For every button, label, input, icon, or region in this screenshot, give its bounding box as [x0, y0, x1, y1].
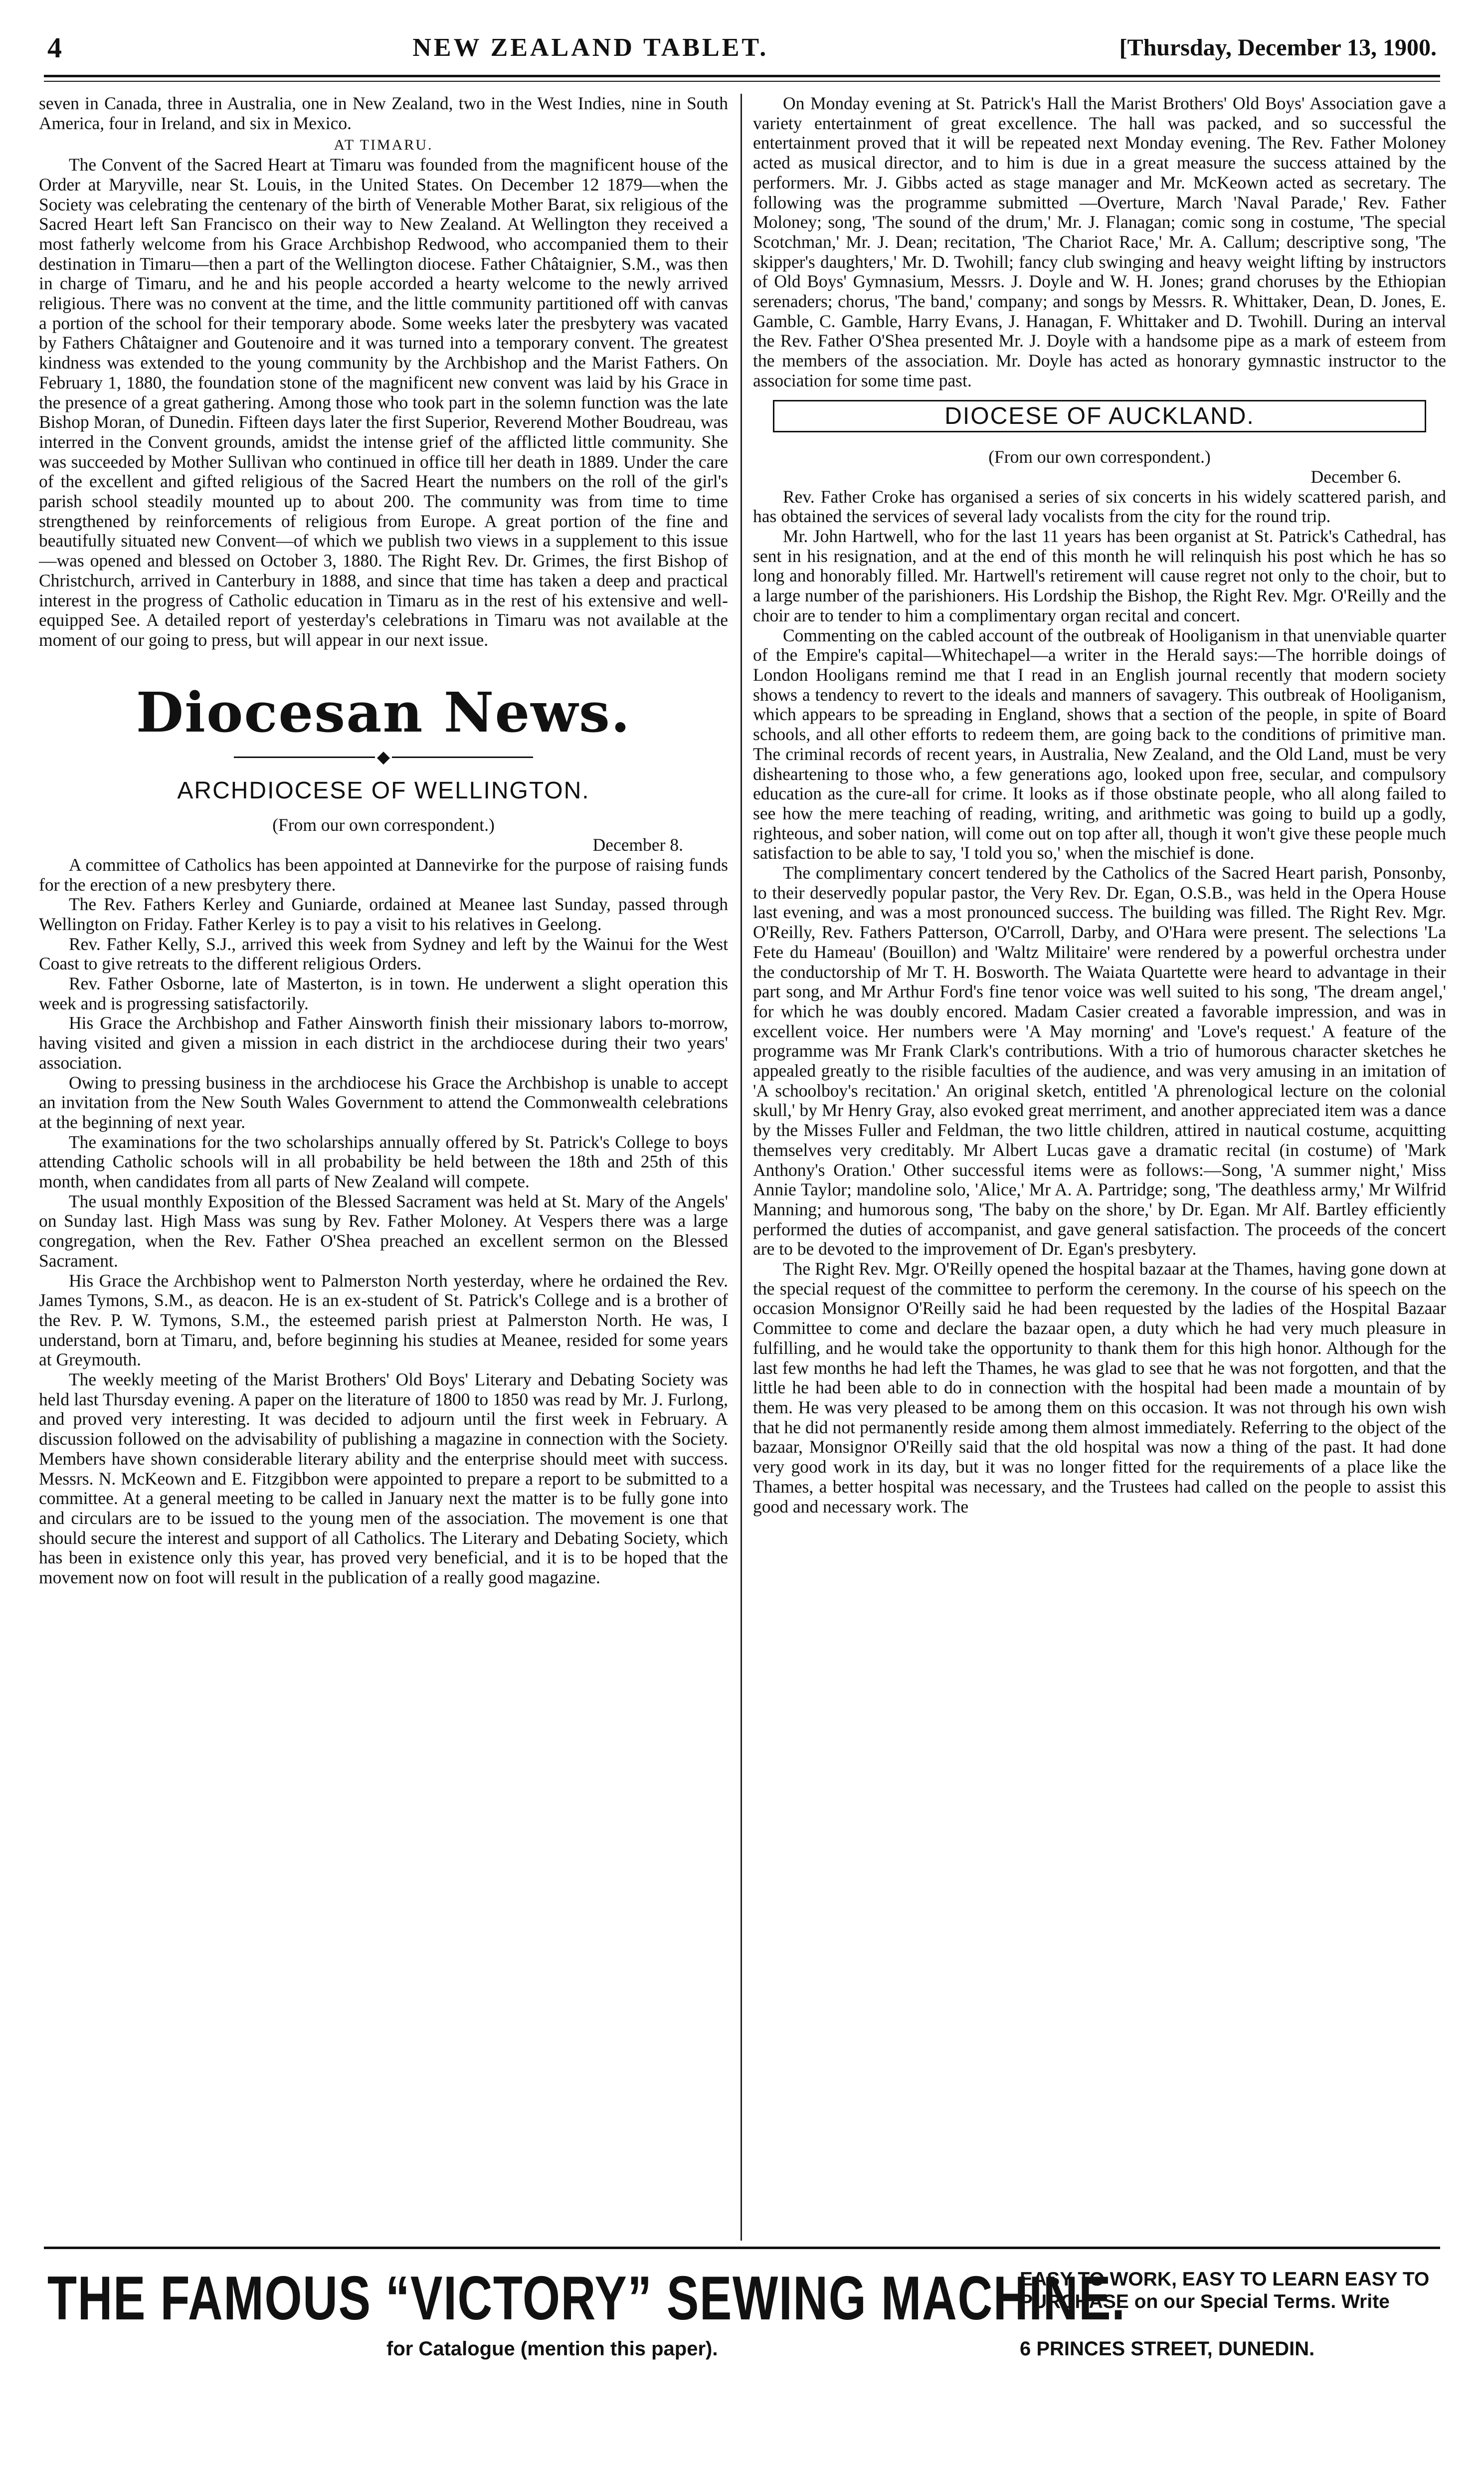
news-paragraph: His Grace the Archbishop went to Palmerston North yesterday, where he ordained the Rev. James Tymons, S.M., as deacon. He is an ex-student of St. Patrick's College and is a brother of the Rev. P. W. Tymons, S.M., the esteemed parish priest at Palmerston North. He was, I understand, born at Timaru, and, before beginning his studies at Meanee, resided for some years at Greymouth. [39, 1270, 728, 1370]
ornament-line-left [234, 757, 375, 758]
timaru-heading: AT TIMARU. [334, 137, 433, 154]
wellington-dateline: December 8. [592, 835, 683, 855]
news-paragraph: Commenting on the cabled account of the outbreak of Hooliganism in that unenviable quarter of the Empire's capital—Whitechapel—a writer in the Herald says:—The horrible doings of London Hooligans remind me that I read in an English journal recently that modern society shows a tendency to revert to the ideals and manners of savagery. This outbreak of Hooliganism, which appears to be spreading in England, shows that a section of the people, in spite of Board schools, and all other efforts to redeem them, are going back to the conditions of primitive man. The criminal records of recent years, in Australia, New Zealand, and the Old Land, must be very disheartening to those who, a few generations ago, looked upon free, secular, and compulsory education as the cure-all for crime. It looks as if those obstinate people, who all along failed to see how the mere teaching of reading, writing, and arithmetic was going to build up a godly, righteous, and sober nation, will come out on top after all, though it won't give these people much satisfaction to be able to say, 'I told you so,' when the mischief is done. [753, 625, 1446, 863]
news-paragraph: A committee of Catholics has been appointed at Dannevirke for the purpose of raising funds for the erection of a new presbytery there. [39, 854, 728, 895]
wellington-correspondent: (From our own correspondent.) [272, 815, 495, 835]
entertainment-paragraph: On Monday evening at St. Patrick's Hall the Marist Brothers' Old Boys' Association gave a variety entertainment of great excellence. The hall was packed, and so successful the entertainment proved that it will be repeated next Monday evening. The Rev. Father Moloney acted as musical director, and to him is due in a great measure the success attained by the performers. Mr. J. Gibbs acted as stage manager and Mr. McKeown acted as secretary. The following was the programme submitted —Overture, March 'Naval Parade,' Rev. Father Moloney; song, 'The sound of the drum,' Mr. J. Flanagan; comic song in costume, 'The special Scotchman,' Mr. J. Dean; recitation, 'The Chariot Race,' Mr. A. Callum; descriptive song, 'The skipper's daughters,' Mr. D. Twohill; fancy club swinging and heavy weight lifting by instructors of Old Boys' Gymnasium, Messrs. J. Doyle and W. H. Jones; grand choruses by the Ethiopian serenaders; chorus, 'The band,' company; and songs by Messrs. R. Whittaker, Dean, D. Jones, E. Gamble, C. Gamble, Harry Evans, J. Hanagan, F. Whittaker and D. Twohill. During an interval the Rev. Father O'Shea presented Mr. J. Doyle with a handsome pipe as a mark of esteem from the members of the association. Mr. Doyle has acted as honorary gymnastic instructor to the association for some time past. [753, 94, 1446, 390]
wellington-heading: ARCHDIOCESE OF WELLINGTON. [177, 777, 590, 804]
ad-tagline: EASY TO WORK, EASY TO LEARN EASY TO PURCHASE on our Special Terms. Write [1020, 2269, 1430, 2312]
page-number: 4 [47, 31, 62, 64]
news-paragraph: His Grace the Archbishop and Father Ainsworth finish their missionary labors to-morrow, having visited and given a mission in each district in the archdiocese during their two years' association. [39, 1013, 728, 1073]
ad-catalogue-note: for Catalogue (mention this paper). [386, 2338, 718, 2360]
news-paragraph: The Right Rev. Mgr. O'Reilly opened the hospital bazaar at the Thames, having gone down at the special request of the committee to perform the ceremony. In the course of his speech on the occasion Monsignor O'Reilly said he had been requested by the ladies of the Hospital Bazaar Committee to come and declare the bazaar open, a duty which he had very much pleasure in fulfilling, and he would take the opportunity to thank them for this high honor. Although for the last few months he had left the Thames, he was glad to see that he was not forgotten, and that the little he had been able to do in connection with the hospital had been made a mountain of by them. He was very pleased to be among them on this occasion. It was not through his own wish that he did not permanently reside among them almost immediately. Referring to the object of the bazaar, Monsignor O'Reilly said that the old hospital was now a thing of the past. It had done very good work in its day, but it was no longer fitted for the requirements of a place like the Thames, a better hospital was necessary, and the Trustees had called on the people to assist this good and necessary work. The [753, 1259, 1446, 1517]
news-paragraph: Rev. Father Kelly, S.J., arrived this week from Sydney and left by the Wainui for the West Coast to give retreats to the different religious Orders. [39, 934, 728, 974]
left-column [39, 94, 728, 2241]
diamond-icon: ◆ [376, 748, 390, 766]
auckland-heading: DIOCESE OF AUCKLAND. [773, 400, 1426, 433]
page-header [47, 27, 1437, 67]
newspaper-title: NEW ZEALAND TABLET. [412, 33, 769, 62]
ornament-line-right [392, 757, 533, 758]
auckland-dateline: December 6. [1310, 466, 1401, 487]
header-rule-thin [44, 81, 1440, 82]
sewing-machine-advertisement [47, 2263, 1449, 2423]
advertisement-rule [44, 2247, 1440, 2249]
column-divider [741, 94, 742, 2241]
ad-headline: THE FAMOUS “VICTORY” SEWING MACHINE. [47, 2264, 1126, 2333]
ornament-rule [234, 749, 533, 766]
section-title: Diocesan News. [136, 680, 631, 745]
news-paragraph: The usual monthly Exposition of the Blessed Sacrament was held at St. Mary of the Angels' on Sunday last. High Mass was sung by Rev. Father Moloney. At Vespers there was a large congregation, when the Rev. Father O'Shea preached an excellent sermon on the Blessed Sacrament. [39, 1191, 728, 1271]
news-paragraph: Owing to pressing business in the archdiocese his Grace the Archbishop is unable to accept an invitation from the New South Wales Government to attend the Commonwealth celebrations at the beginning of next year. [39, 1072, 728, 1132]
ad-address: 6 PRINCES STREET, DUNEDIN. [1020, 2338, 1315, 2360]
lead-paragraph: seven in Canada, three in Australia, one in New Zealand, two in the West Indies, nine in South America, four in Ireland, and six in Mexico. [39, 94, 728, 133]
news-paragraph: The weekly meeting of the Marist Brothers' Old Boys' Literary and Debating Society was held last Thursday evening. A paper on the literature of 1800 to 1850 was read by Mr. J. Furlong, and proved very interesting. It was decided to adjourn until the first week in February. A discussion followed on the advisability of publishing a magazine in connection with the Society. Members have shown considerable literary ability and the enterprise should meet with success. Messrs. N. McKeown and E. Fitzgibbon were appointed to prepare a report to be submitted to a committee. At a general meeting to be called in January next the matter is to be fully gone into and circulars are to be issued to the young men of the association. The movement is one that should secure the interest and support of all Catholics. The Literary and Debating Society, which has been in existence only this year, has proved very beneficial, and it is to be hoped that the movement now on foot will result in the publication of a really good magazine. [39, 1369, 728, 1588]
issue-date: [Thursday, December 13, 1900. [1119, 34, 1437, 61]
news-paragraph: The examinations for the two scholarships annually offered by St. Patrick's College to boys attending Catholic schools will in all probability be held between the 18th and 25th of this month, when candidates from all parts of New Zealand will compete. [39, 1132, 728, 1192]
news-paragraph: Mr. John Hartwell, who for the last 11 years has been organist at St. Patrick's Cathedral, has sent in his resignation, and at the end of this month he will relinquish his post which he has so long and honorably filled. Mr. Hartwell's retirement will cause regret not only to the choir, but to a large number of the parishioners. His Lordship the Bishop, the Right Rev. Mgr. O'Reilly and the choir are to tender to him a complimentary organ recital and concert. [753, 526, 1446, 625]
right-column [753, 94, 1446, 2241]
news-paragraph: The complimentary concert tendered by the Catholics of the Sacred Heart parish, Ponsonby, to their deservedly popular pastor, the Very Rev. Dr. Egan, O.S.B., was held in the Opera House last evening, and was a most pronounced success. The building was filled. The Right Rev. Mgr. O'Reilly, Rev. Fathers Patterson, O'Carroll, Darby, and O'Hara were present. The selections 'La Fete du Hameau' (Bouillon) and 'Waltz Militaire' were rendered by a powerful orchestra under the conductorship of Mr T. H. Bosworth. The Waiata Quartette were heard to advantage in their part song, and Mr Arthur Ford's fine tenor voice was well suited to his song, 'The dream angel,' for which he was doubly encored. Madam Casier created a favorable impression, and was in excellent voice. Her numbers were 'A May morning' and 'Love's request.' A feature of the programme was Mr Frank Clark's contributions. With a trio of humorous character sketches he appealed greatly to the risible faculties of the audience, and was very amusing in an imitation of 'A schoolboy's recitation.' An original sketch, entitled 'A phrenological lecture on the colonial skull,' by Mr Henry Gray, also evoked great merriment, and another appreciated item was a dance by the Misses Fuller and Feldman, the two little children, attired in nautical costume, acquitting themselves very creditably. Mr Albert Lucas gave a dramatic recital (in costume) of 'Mark Anthony's Oration.' Other successful items were as follows:—Song, 'A summer night,' Miss Annie Taylor; mandoline solo, 'Alice,' Mr A. A. Partridge; song, 'The deathless army,' Mr Wilfrid Manning; and humorous song, 'The baby on the shore,' by Dr. Egan. Mr Alf. Bartley efficiently performed the duties of accompanist, and gave general satisfaction. The proceeds of the concert are to be devoted to the improvement of Dr. Egan's presbytery. [753, 863, 1446, 1259]
header-rule [44, 75, 1440, 77]
timaru-paragraph: The Convent of the Sacred Heart at Timaru was founded from the magnificent house of the Order at Maryville, near St. Louis, in the United States. On December 12 1879—when the Society was celebrating the centenary of the birth of Venerable Mother Barat, six religious of the Sacred Heart left San Francisco on their way to New Zealand. At Wellington they received a most fatherly welcome from his Grace Archbishop Redwood, who accompanied them to their destination in Timaru—then a part of the Wellington diocese. Father Châtaignier, S.M., was then in charge of Timaru, and he and his people accorded a hearty welcome to the newly arrived religious. There was no convent at the time, and the little community partitioned off with canvas a portion of the school for their temporary abode. Some weeks later the presbytery was vacated by Fathers Châtaigner and Goutenoire and it was turned into a temporary convent. The greatest kindness was extended to the young community by the Archbishop and the Marist Fathers. On February 1, 1880, the foundation stone of the magnificent new convent was laid by his Grace in the presence of a great gathering. Among those who took part in the solemn function was the late Bishop Moran, of Dunedin. Fifteen days later the first Superior, Reverend Mother Boudreau, was interred in the Convent grounds, amidst the intense grief of the afflicted little community. She was succeeded by Mother Sullivan who continued in office till her death in 1889. Under the care of the excellent and gifted religious of the Sacred Heart the numbers on the roll of the girl's parish school steadily mounted up to about 200. The community was from time to time strengthened by reinforcements of religious from Europe. A great portion of the fine and beautifully situated new Convent—of which we publish two views in a supplement to this issue—was opened and blessed on October 3, 1880. The Right Rev. Dr. Grimes, the first Bishop of Christchurch, arrived in Canterbury in 1888, and since that time has taken a deep and practical interest in the progress of Catholic education in Timaru as in the rest of his extensive and well-equipped See. A detailed report of yesterday's celebrations in Timaru was not available at the moment of our going to press, but will appear in our next issue. [39, 155, 728, 650]
news-paragraph: Rev. Father Osborne, late of Masterton, is in town. He underwent a slight operation this week and is progressing satisfactorily. [39, 973, 728, 1013]
news-paragraph: The Rev. Fathers Kerley and Guniarde, ordained at Meanee last Sunday, passed through Wellington on Friday. Father Kerley is to pay a visit to his relatives in Geelong. [39, 894, 728, 934]
news-paragraph: Rev. Father Croke has organised a series of six concerts in his widely scattered parish, and has obtained the services of several lady vocalists from the city for the round trip. [753, 486, 1446, 527]
auckland-correspondent: (From our own correspondent.) [988, 447, 1211, 467]
